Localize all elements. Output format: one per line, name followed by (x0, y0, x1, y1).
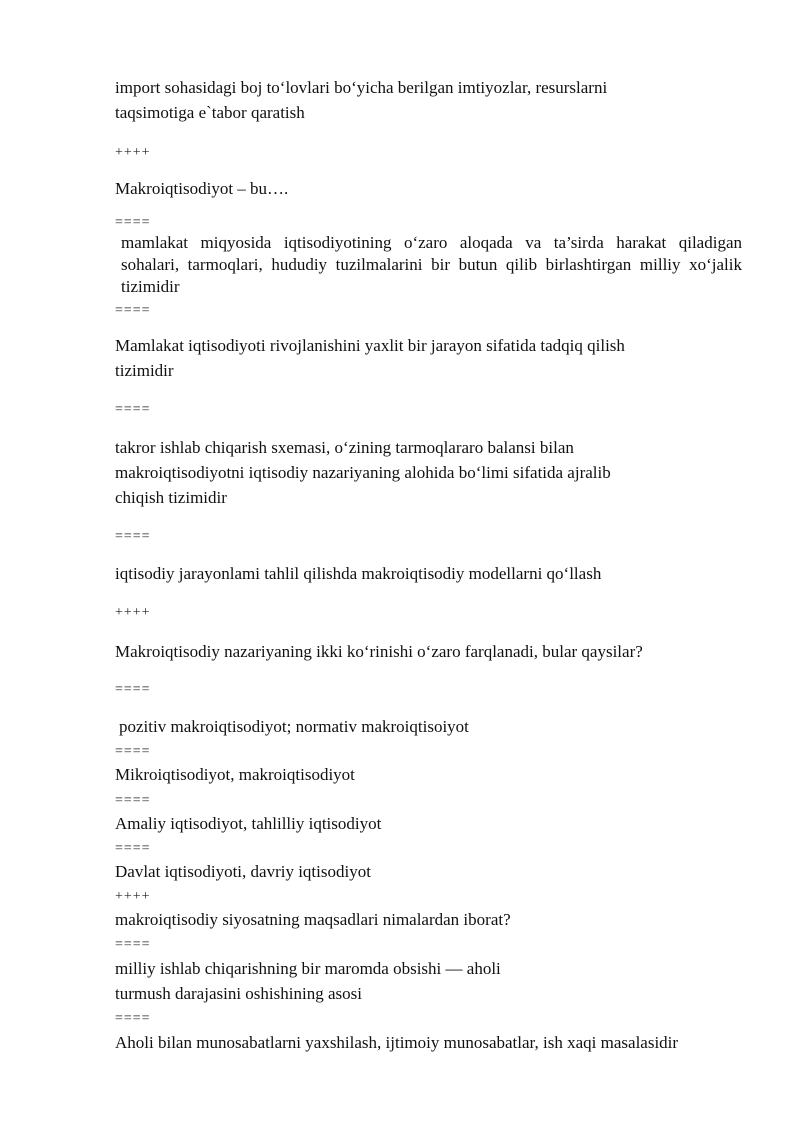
text-line: Davlat iqtisodiyoti, davriy iqtisodiyot (115, 862, 371, 881)
text-line: Mamlakat iqtisodiyoti rivojlanishini yaxlit bir jarayon sifatida tadqiq qilish (115, 336, 625, 355)
question-text: Makroiqtisodiy nazariyaning ikki ko‘rinishi o‘zaro farqlanadi, bular qaysilar? (115, 642, 643, 661)
separator-equals: ==== (115, 744, 151, 759)
text-line: taqsimotiga e`tabor qaratish (115, 103, 305, 122)
text-line: Amaliy iqtisodiyot, tahlilliy iqtisodiyot (115, 814, 382, 833)
text-line: Aholi bilan munosabatlarni yaxshilash, ijtimoiy munosabatlar, ish xaqi masalasidir (115, 1033, 679, 1052)
separator-equals: ==== (115, 937, 151, 952)
text-line: takror ishlab chiqarish sxemasi, o‘zining tarmoqlararo balansi bilan (115, 438, 574, 457)
separator-equals: ==== (115, 682, 151, 697)
text-line: turmush darajasini oshishining asosi (115, 984, 362, 1003)
separator-plus: ++++ (115, 889, 151, 904)
separator-equals: ==== (115, 402, 151, 417)
separator-equals: ==== (115, 215, 151, 230)
separator-equals: ==== (115, 529, 151, 544)
text-line: iqtisodiy jarayonlami tahlil qilishda makroiqtisodiy modellarni qo‘llash (115, 564, 602, 583)
text-line: tizimidir (115, 361, 174, 380)
answer-paragraph: mamlakat miqyosida iqtisodiyotining o‘zaro aloqada va ta’sirda harakat qiladigan sohalari, tarmoqlari, hududiy tuzilmalarini bir butun qilib birlashtirgan milliy xo‘jalik tizimidir (121, 233, 742, 296)
separator-equals: ==== (115, 841, 151, 856)
question-text: makroiqtisodiy siyosatning maqsadlari nimalardan iborat? (115, 910, 511, 929)
text-line: milliy ishlab chiqarishning bir maromda obsishi — aholi (115, 959, 501, 978)
text-line: Mikroiqtisodiyot, makroiqtisodiyot (115, 765, 355, 784)
separator-plus: ++++ (115, 605, 151, 620)
text-line: makroiqtisodiyotni iqtisodiy nazariyaning alohida bo‘limi sifatida ajralib (115, 463, 611, 482)
text-line: pozitiv makroiqtisodiyot; normativ makroiqtisoiyot (119, 717, 469, 736)
text-line: import sohasidagi boj to‘lovlari bo‘yicha berilgan imtiyozlar, resurslarni (115, 78, 608, 97)
separator-equals: ==== (115, 793, 151, 808)
text-line: chiqish tizimidir (115, 488, 227, 507)
question-text: Makroiqtisodiyot – bu…. (115, 179, 289, 198)
separator-plus: ++++ (115, 145, 151, 160)
separator-equals: ==== (115, 1011, 151, 1026)
separator-equals: ==== (115, 303, 151, 318)
